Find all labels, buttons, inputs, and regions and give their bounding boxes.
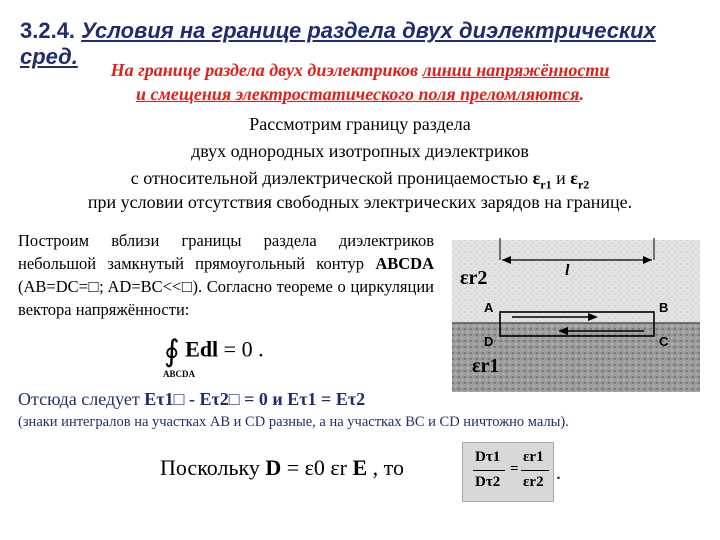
contour-abcda: ABCDA	[375, 254, 434, 273]
label-eps-r1: εr1	[472, 355, 500, 377]
d-tau2: Dτ2	[475, 474, 501, 490]
frac-line-left	[473, 470, 505, 471]
integral-subscript: ABCDA	[163, 369, 196, 379]
contour-text-1: Построим вблизи границы раздела диэлектриков небольшой замкнутый прямоугольный контур	[18, 231, 434, 273]
e-tau1: Eτ1	[144, 389, 174, 409]
contour-paragraph	[18, 229, 434, 321]
d-tau1: Dτ1	[475, 449, 501, 465]
section-title: Условия на границе раздела двух диэлектрических сред.	[20, 18, 656, 69]
ratio-end-dot: .	[556, 462, 561, 484]
intro-line-2: двух однородных изотропных диэлектриков	[191, 141, 529, 161]
d-formula-to: , то	[372, 455, 404, 480]
intro-line-3	[0, 168, 720, 193]
label-C: C	[659, 334, 669, 349]
d-formula	[160, 455, 404, 481]
intro-red-line-2	[0, 84, 720, 105]
result-line	[18, 389, 718, 410]
d-vector: D	[265, 455, 282, 480]
missing-glyph: □	[228, 389, 240, 409]
eps-r2-den: εr2	[523, 474, 544, 490]
result-equality: = 0 и Eτ1 = Eτ2	[244, 389, 366, 409]
label-A: A	[484, 300, 494, 315]
boundary-diagram	[452, 232, 700, 392]
formula1-equals: = 0	[223, 336, 253, 362]
frac-line-right	[521, 470, 549, 471]
contour-text-3: ). Согласно теореме о циркуляции вектора напряжённости:	[18, 277, 435, 319]
missing-glyph: □	[87, 277, 100, 296]
e-vector: E	[352, 455, 368, 480]
ratio-formula-box	[462, 442, 554, 502]
result-prefix: Отсюда следует	[18, 389, 140, 409]
eps-r1-num: εr1	[523, 449, 544, 465]
integrand: Edl	[185, 336, 219, 362]
intro-red-line-1	[0, 60, 720, 81]
result-note: (знаки интегралов на участках AB и CD разные, а на участках BC и CD ничтожно малы).	[18, 414, 569, 430]
intro-and: и	[556, 168, 566, 188]
contour-text-2: (AB=DC=	[18, 277, 88, 296]
d-formula-eq: = ε0 εr	[286, 455, 347, 480]
missing-glyph: □	[173, 389, 185, 409]
circulation-formula	[164, 334, 264, 369]
contour-ad: ; AD=BC<<	[99, 277, 182, 296]
label-eps-r2: εr2	[460, 267, 488, 289]
section-number: 3.2.4.	[20, 18, 76, 43]
ratio-equals: =	[510, 461, 519, 477]
contour-integral-sign: ∮	[164, 335, 180, 368]
intro-red-underlined-2: и смещения электростатического поля преломляются	[136, 84, 580, 104]
label-B: B	[659, 300, 669, 315]
formula1-dot: .	[258, 336, 264, 362]
eps-r2-symbol: $\varepsilon_{r2}$	[570, 168, 590, 192]
intro-line-4: при условии отсутствия свободных электрических зарядов на границе.	[87, 192, 633, 212]
intro-line-1: Рассмотрим границу раздела	[249, 114, 471, 134]
e-tau2: - Eτ2	[188, 389, 229, 409]
intro-line-3-text: с относительной диэлектрической проницаемостью	[130, 168, 529, 188]
intro-red-end: .	[579, 84, 584, 104]
eps-r1-symbol: $\varepsilon_{r1}$	[532, 168, 552, 192]
intro-red-underlined-1: линии напряжённости	[422, 60, 610, 80]
label-l: l	[565, 262, 570, 279]
label-D: D	[484, 334, 494, 349]
missing-glyph: □	[181, 277, 193, 296]
d-formula-prefix: Поскольку	[160, 455, 260, 480]
intro-red-text-1: На границе раздела двух диэлектриков	[110, 60, 423, 80]
